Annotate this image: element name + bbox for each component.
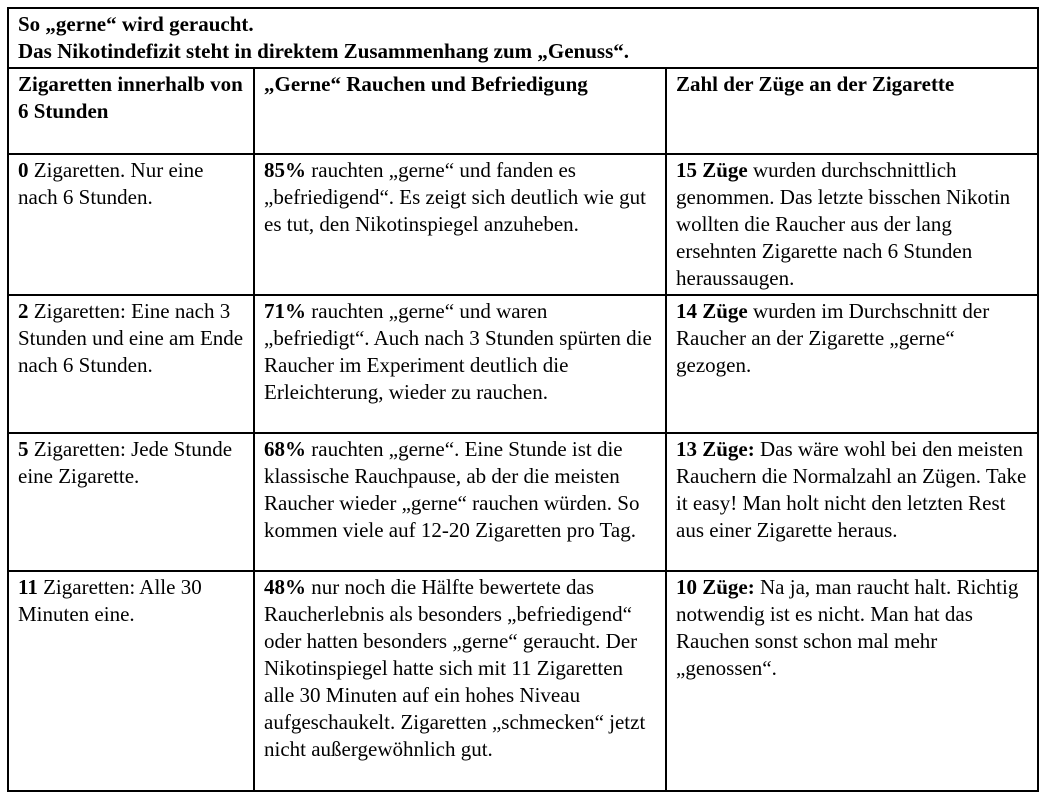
cell-text: rauchten „gerne“. Eine Stunde ist die klassische Rauchpause, ab der die meisten Raucher wieder „gerne“ rauchen würden. So kommen viele auf 12-20 Zigaretten pro Tag. <box>264 437 640 542</box>
cell-text: Zigaretten: Jede Stunde eine Zigarette. <box>18 437 233 488</box>
cell-text: Zigaretten. Nur eine nach 6 Stunden. <box>18 158 204 209</box>
column-header-gerne-befriedigung: „Gerne“ Rauchen und Befriedigung <box>254 68 666 154</box>
cell-lead-value: 10 Züge: <box>676 575 755 599</box>
cigarettes-cell <box>8 154 254 295</box>
cell-text: rauchten „gerne“ und waren „befriedigt“. Auch nach 3 Stunden spürten die Raucher im Experiment deutlich die Erleichterung, wieder zu rauchen. <box>264 299 652 404</box>
cell-lead-value: 11 <box>18 575 38 599</box>
cell-lead-value: 5 <box>18 437 29 461</box>
zuege-cell <box>666 295 1038 433</box>
table-title-cell <box>8 8 1038 68</box>
cell-lead-value: 85% <box>264 158 306 182</box>
table-row <box>8 571 1038 791</box>
column-header-zuege: Zahl der Züge an der Zigarette <box>666 68 1038 154</box>
cigarettes-cell <box>8 295 254 433</box>
zuege-cell <box>666 433 1038 571</box>
gerne-befriedigung-cell <box>254 154 666 295</box>
cell-lead-value: 48% <box>264 575 306 599</box>
gerne-befriedigung-cell <box>254 295 666 433</box>
gerne-befriedigung-cell <box>254 571 666 791</box>
cell-text: Das wäre wohl bei den meisten Rauchern die Normalzahl an Zügen. Take it easy! Man holt nicht den letzten Rest aus einer Zigarette heraus. <box>676 437 1027 542</box>
table-title-row <box>8 8 1038 68</box>
cell-text: nur noch die Hälfte bewertete das Raucherlebnis als besonders „befriedigend“ oder hatten besonders „gerne“ geraucht. Der Nikotinspiegel hatte sich mit 11 Zigaretten alle 30 Minuten auf ein hohes Niveau aufgeschaukelt. Zigaretten „schmecken“ jetzt nicht außergewöhnlich gut. <box>264 575 646 761</box>
column-header-cigarettes: Zigaretten innerhalb von 6 Stunden <box>8 68 254 154</box>
cell-text: rauchten „gerne“ und fanden es „befriedigend“. Es zeigt sich deutlich wie gut es tut, den Nikotinspiegel anzuheben. <box>264 158 646 236</box>
table-row <box>8 295 1038 433</box>
table-header-row <box>8 68 1038 154</box>
cell-text: Zigaretten: Eine nach 3 Stunden und eine am Ende nach 6 Stunden. <box>18 299 244 377</box>
cell-lead-value: 13 Züge: <box>676 437 755 461</box>
cell-lead-value: 0 <box>18 158 29 182</box>
cell-lead-value: 2 <box>18 299 29 323</box>
zuege-cell <box>666 154 1038 295</box>
cell-lead-value: 68% <box>264 437 306 461</box>
cell-text: Na ja, man raucht halt. Richtig notwendig ist es nicht. Man hat das Rauchen sonst schon mal mehr „genossen“. <box>676 575 1019 680</box>
table-title-line2: Das Nikotindefizit steht in direktem Zusammenhang zum „Genuss“. <box>18 39 629 63</box>
smoking-study-table <box>7 7 1039 792</box>
cigarettes-cell <box>8 571 254 791</box>
zuege-cell <box>666 571 1038 791</box>
cell-text: wurden im Durchschnitt der Raucher an der Zigarette „gerne“ gezogen. <box>676 299 990 377</box>
cell-text: wurden durchschnittlich genommen. Das letzte bisschen Nikotin wollten die Raucher aus der lang ersehnten Zigarette nach 6 Stunden heraussaugen. <box>676 158 1011 290</box>
table-row <box>8 154 1038 295</box>
cell-lead-value: 15 Züge <box>676 158 748 182</box>
cigarettes-cell <box>8 433 254 571</box>
gerne-befriedigung-cell <box>254 433 666 571</box>
table-title-line1: So „gerne“ wird geraucht. <box>18 12 254 36</box>
table-row <box>8 433 1038 571</box>
cell-text: Zigaretten: Alle 30 Minuten eine. <box>18 575 202 626</box>
cell-lead-value: 71% <box>264 299 306 323</box>
cell-lead-value: 14 Züge <box>676 299 748 323</box>
